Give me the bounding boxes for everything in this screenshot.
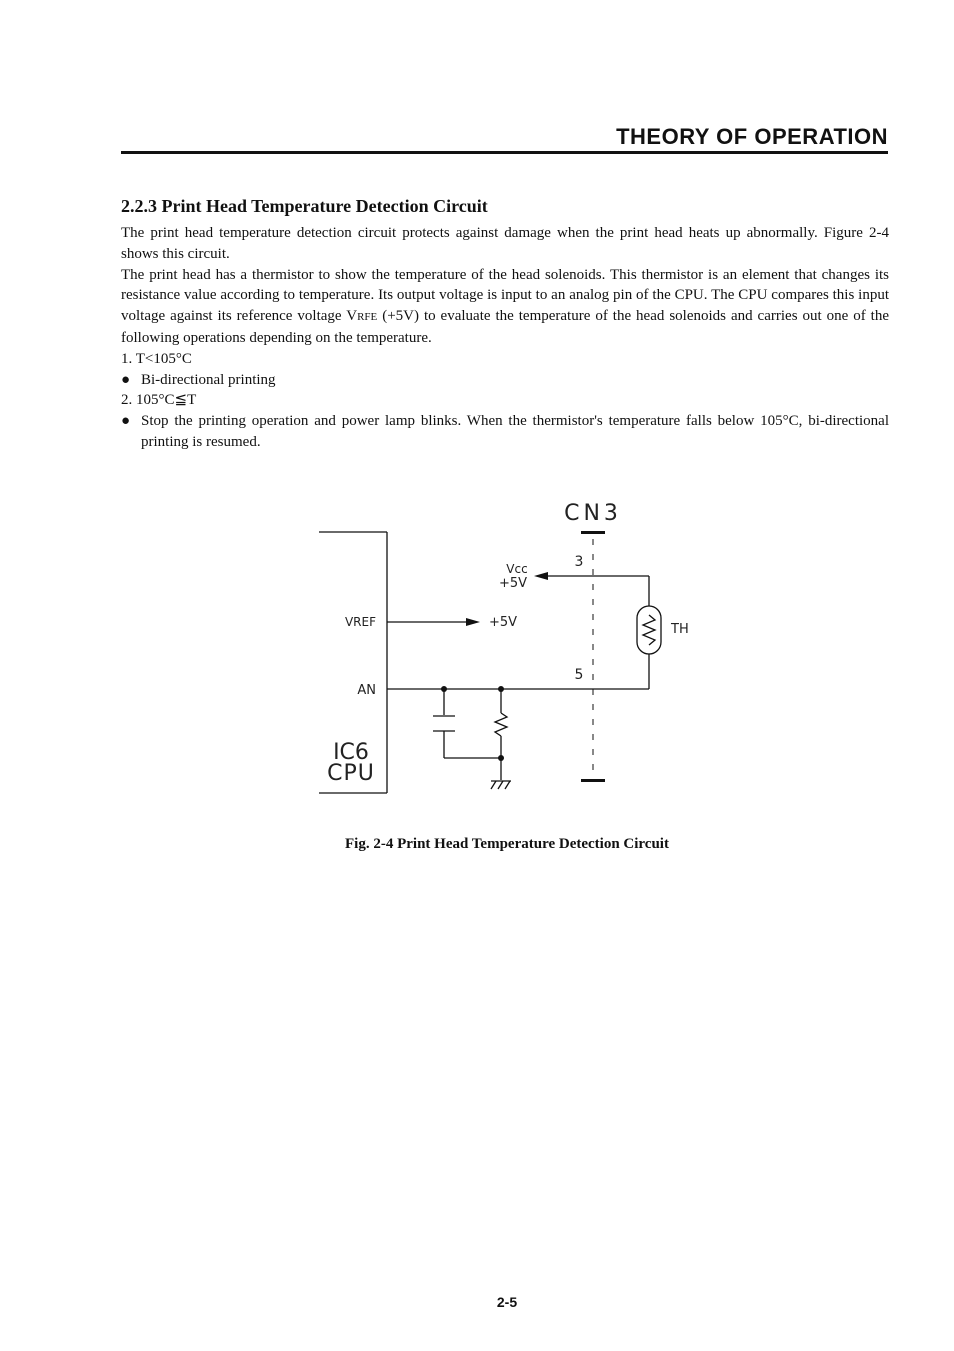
section-heading: 2.2.3 Print Head Temperature Detection Circuit [121,196,488,216]
resistor-zigzag [495,713,507,736]
paragraph-1: The print head temperature detection circuit protects against damage when the print head heats up abnormally. Figure 2-4 shows this circuit. [121,225,889,262]
vref-arrowhead [466,618,480,626]
connector-label: CN3 [564,501,622,526]
bullet-icon: ● [121,413,131,430]
ground-hatch-2 [498,781,503,789]
vref-subscript: RFE [357,311,378,324]
body-text [121,223,889,453]
ground-hatch-1 [491,781,496,789]
list-item-2-label: 2. 105°C≦T [121,392,197,409]
bullet-icon: ● [121,371,131,388]
vcc-arrowhead [534,572,548,580]
paragraph-2 [121,265,889,349]
list-item-1-label: 1. T<105°C [121,350,192,367]
an-label: AN [357,683,376,698]
list-item-1-text: Bi-directional printing [141,371,276,388]
vcc-label: Vcc [506,562,528,576]
paragraph-2-end: (+5V) to evaluate the temperature of the head solenoids and carries out one of the following operations depending on the temperature. [121,308,889,346]
vcc-voltage-label: +5V [498,576,528,591]
page-number: 2-5 [496,1294,518,1310]
ic-label: IC6 [333,740,369,765]
cpu-label: CPU [327,761,375,786]
thermistor-body [637,606,661,654]
header-rule [121,151,888,154]
thermistor-zigzag [643,615,655,645]
thermistor-label: TH [671,622,689,637]
junction-dot [498,686,504,692]
circuit-diagram [300,495,720,805]
connector-top-cap [581,531,605,534]
junction-dot [441,686,447,692]
paragraph-2-start: The print head has a thermistor to show the temperature of the head solenoids. This thermistor is an element that changes its resistance value according to temperature. Its output voltage is input to an analog pin of the CPU. The CPU compares this input voltage against its reference voltage V [121,266,889,325]
ground-hatch-3 [505,781,510,789]
list-item-2-bullet [121,411,889,453]
vref-voltage-label: +5V [488,615,518,630]
figure-caption: Fig. 2-4 Print Head Temperature Detection Circuit [345,836,669,852]
vref-label: VREF [344,615,376,629]
pin-5-label: 5 [574,667,584,683]
pin-3-label: 3 [574,554,584,570]
list-item-1-bullet [121,370,889,391]
list-item-2-text: Stop the printing operation and power lamp blinks. When the thermistor's temperature falls below 105°C, bi-directional printing is resumed. [141,413,889,450]
junction-dot [498,755,504,761]
running-header: THEORY OF OPERATION [616,124,888,149]
connector-bottom-cap [581,779,605,782]
